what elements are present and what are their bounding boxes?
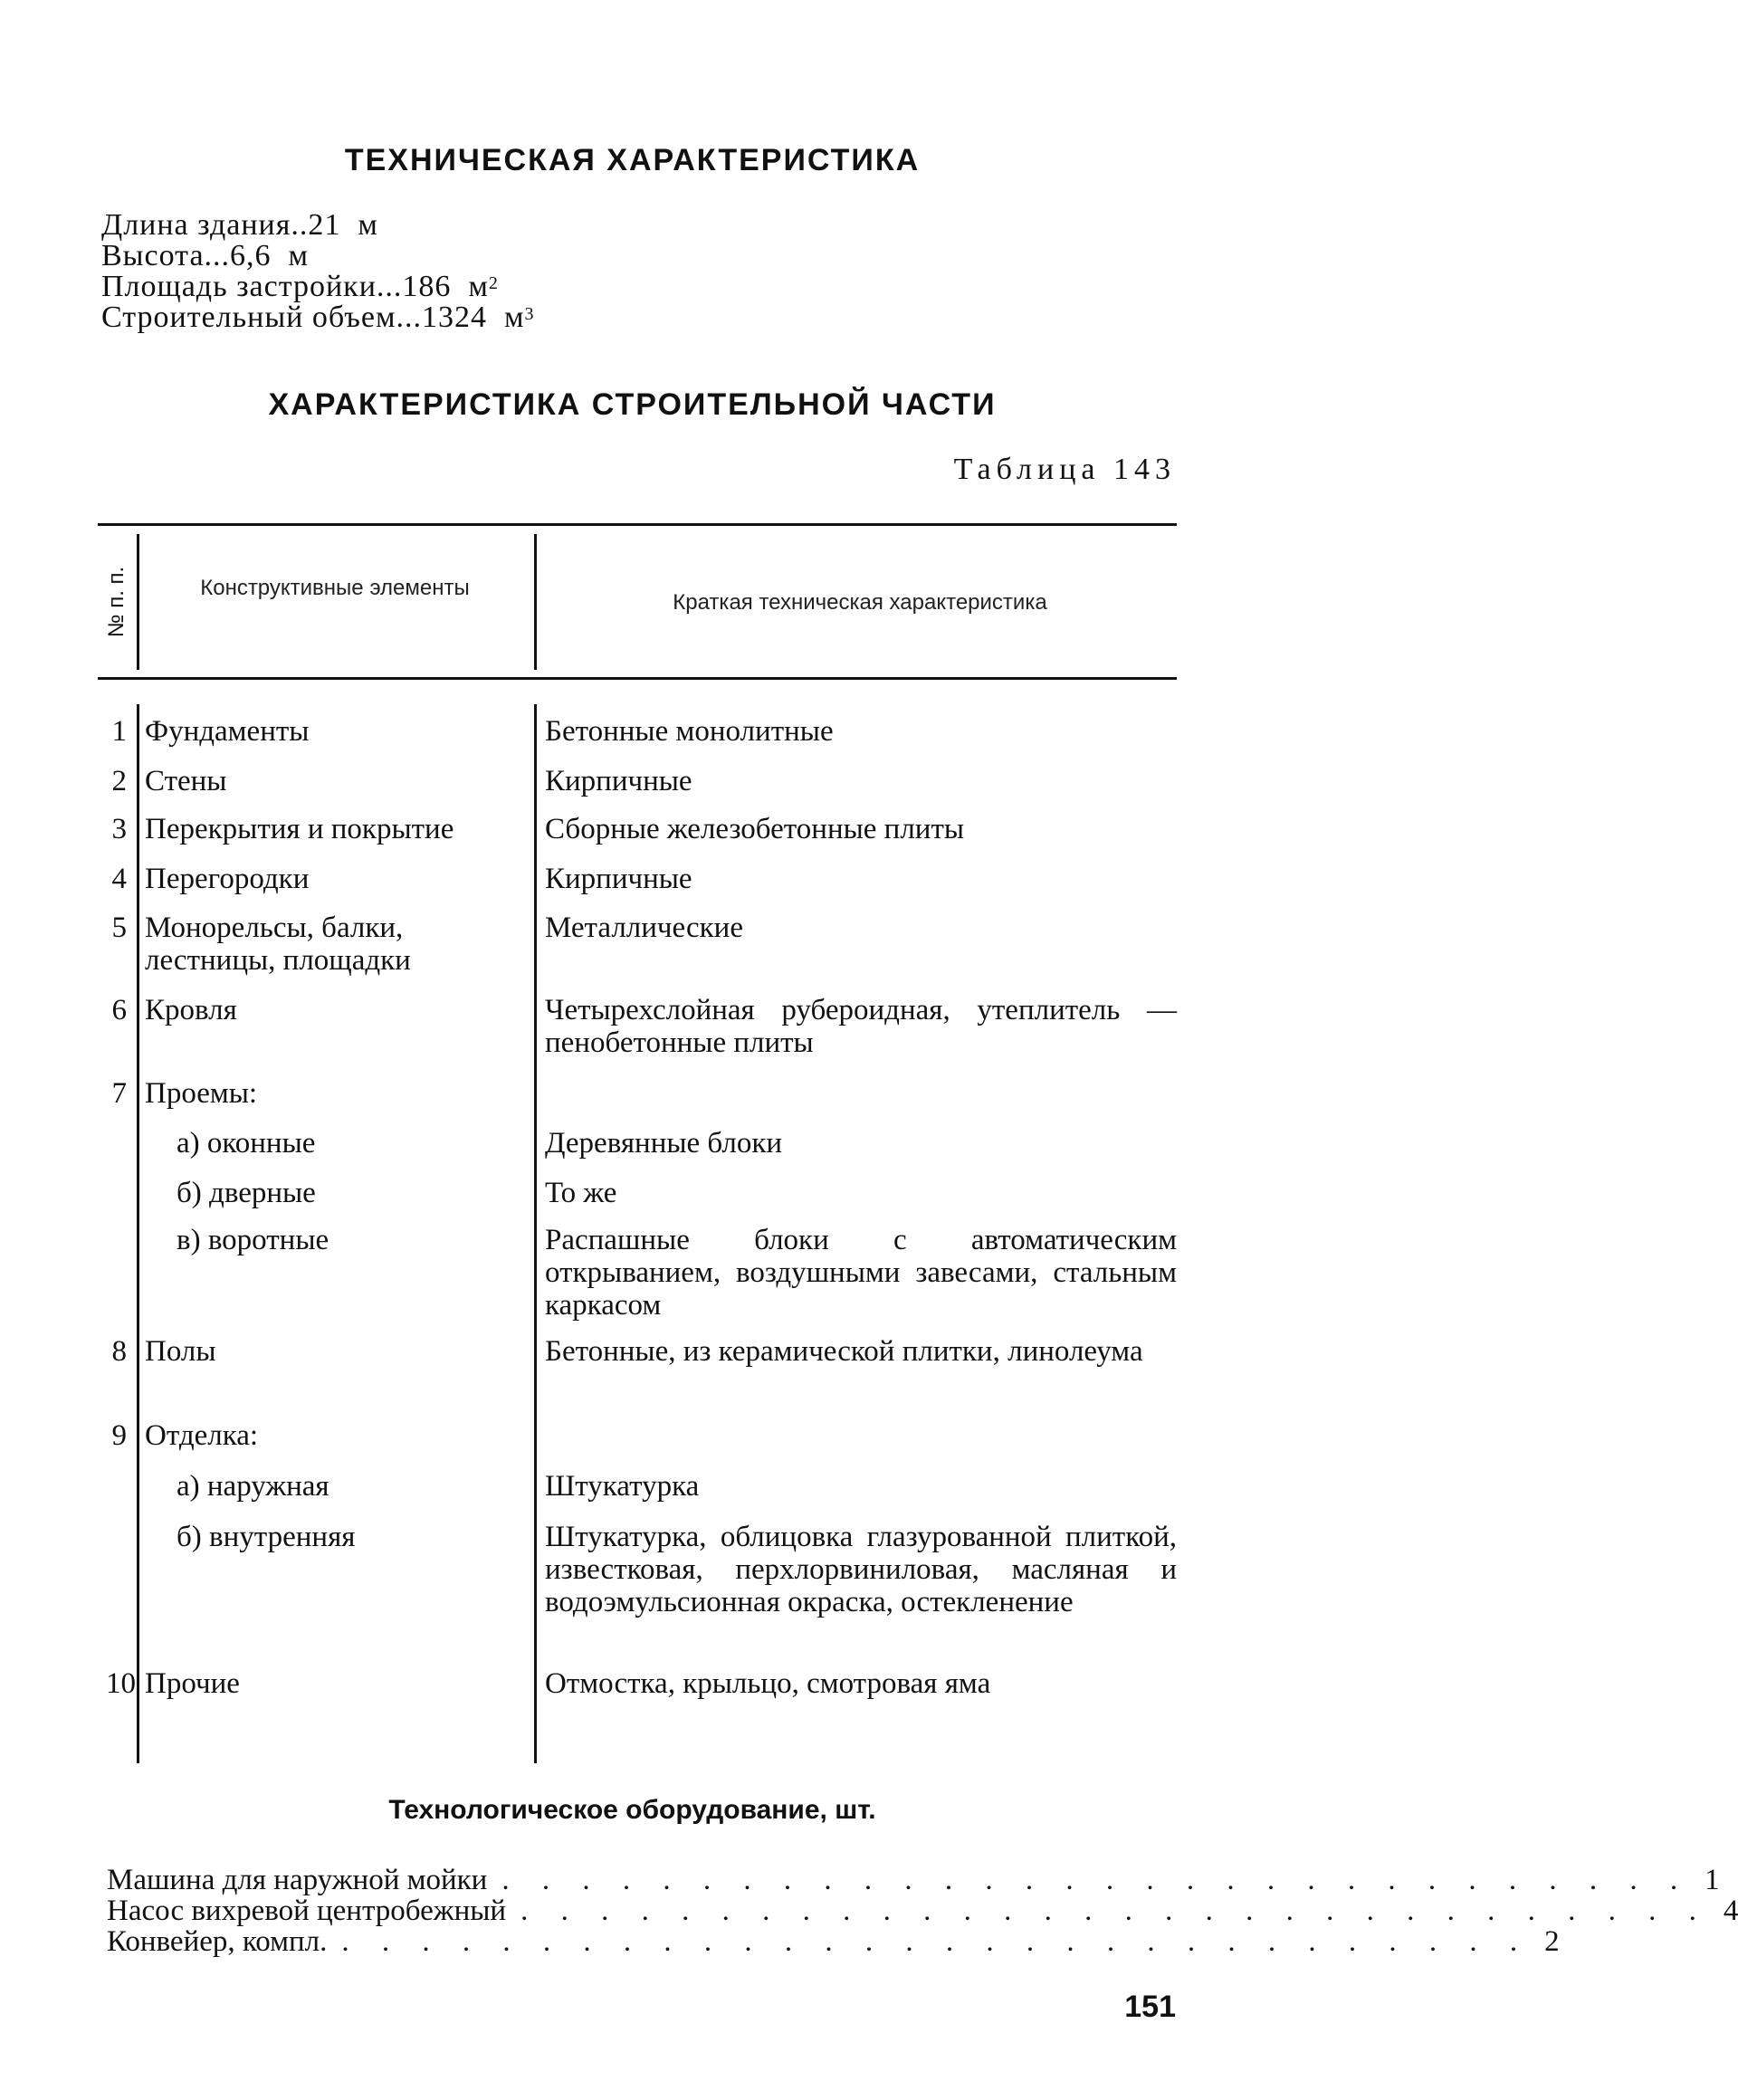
row-description: Распашные блоки с автоматическим открыванием, воздушными завесами, стальным каркасом: [545, 1224, 1177, 1322]
header-element: Конструктивные элементы: [200, 576, 470, 600]
dot-leader: . . . . . . . . . . . . . . . . . . . . . . . . . . . . . .: [341, 1925, 1531, 1958]
row-num: 4: [111, 863, 127, 895]
equipment-qty: 2: [1544, 1925, 1560, 1958]
equipment-name: Машина для наружной мойки: [107, 1864, 488, 1896]
row-element: Монорельсы, балки, лестницы, площадки: [145, 912, 411, 977]
row-element: Стены: [145, 765, 227, 797]
row-element: Полы: [145, 1335, 216, 1368]
spec-value: 186: [402, 270, 452, 303]
spec-volume: [101, 302, 535, 333]
spec-sep: ...: [396, 301, 422, 334]
row-description: Четырехслойная рубероидная, утеплитель — пенобетонные плиты: [545, 994, 1177, 1059]
spec-height: [101, 241, 535, 272]
row-num: 8: [111, 1335, 127, 1368]
equipment-qty: 4: [1723, 1895, 1738, 1927]
row-num: 2: [111, 765, 127, 797]
row-element: б) дверные: [177, 1177, 316, 1209]
spec-label: Площадь застройки: [101, 270, 377, 303]
spec-unit: м: [288, 239, 310, 272]
row-description: Отмостка, крыльцо, смотровая яма: [545, 1667, 991, 1700]
table-header-rule: [98, 677, 1177, 680]
spec-unit-power: 3: [524, 304, 535, 324]
spec-unit: м: [504, 301, 525, 334]
body-divider-2: [534, 704, 537, 1763]
row-description: Бетонные, из керамической плитки, линолеума: [545, 1335, 1143, 1368]
row-num: 3: [111, 813, 127, 845]
row-num: 1: [111, 715, 127, 748]
row-description: Деревянные блоки: [545, 1127, 783, 1160]
row-description: Кирпичные: [545, 863, 692, 895]
row-num: 5: [111, 912, 127, 944]
body-divider-1: [137, 704, 139, 1763]
spec-label: Длина здания: [101, 208, 291, 242]
table-label: Таблица 143: [953, 453, 1176, 486]
row-num: 10: [106, 1667, 136, 1700]
row-element: Проемы:: [145, 1077, 258, 1110]
equipment-name: Конвейер, компл.: [107, 1925, 328, 1958]
spec-label: Строительный объем: [101, 301, 396, 334]
construction-title: ХАРАКТЕРИСТИКА СТРОИТЕЛЬНОЙ ЧАСТИ: [268, 387, 997, 422]
row-description: Бетонные монолитные: [545, 715, 834, 748]
equipment-list: [107, 1864, 1738, 1958]
equipment-item: [107, 1925, 1560, 1958]
header-divider-1: [137, 534, 139, 670]
equipment-name: Насос вихревой центробежный: [107, 1895, 507, 1927]
technical-title: ТЕХНИЧЕСКАЯ ХАРАКТЕРИСТИКА: [344, 143, 921, 177]
equipment-qty: 1: [1705, 1864, 1720, 1896]
header-num: № п. п.: [104, 566, 129, 638]
page-number: 151: [1124, 1990, 1176, 2024]
spec-sep: ..: [291, 208, 309, 242]
header-divider-2: [534, 534, 537, 670]
row-element: Отделка:: [145, 1419, 259, 1452]
row-element: Перекрытия и покрытие: [145, 813, 454, 845]
row-element: в) воротные: [177, 1224, 329, 1256]
spec-unit-power: 2: [488, 273, 499, 293]
spec-sep: ...: [376, 270, 403, 303]
row-description: Металлические: [545, 912, 743, 944]
spec-unit: м: [358, 208, 378, 242]
equipment-title: Технологическое оборудование, шт.: [388, 1795, 876, 1825]
row-element: Перегородки: [145, 863, 310, 895]
row-num: 6: [111, 994, 127, 1026]
row-description: То же: [545, 1177, 617, 1209]
spec-area: [101, 272, 535, 302]
dot-leader: . . . . . . . . . . . . . . . . . . . . . . . . . . . . . .: [520, 1895, 1709, 1927]
spec-label: Высота: [101, 239, 205, 272]
row-element: б) внутренняя: [177, 1521, 356, 1553]
header-num-cell: [98, 534, 136, 670]
header-description: Краткая техническая характеристика: [673, 590, 1047, 615]
spec-sep: ...: [204, 239, 231, 272]
row-description: Штукатурка: [545, 1470, 700, 1503]
row-description: Штукатурка, облицовка глазурованной плиткой, известковая, перхлорвиниловая, масляная и водоэмульсионная окраска, остекленение: [545, 1521, 1177, 1618]
spec-length: [101, 210, 535, 241]
spec-unit: м: [468, 270, 489, 303]
spec-value: 1324: [422, 301, 487, 334]
row-num: 7: [111, 1077, 127, 1110]
row-element: Фундаменты: [145, 715, 310, 748]
row-element: Кровля: [145, 994, 237, 1026]
spec-value: 21: [308, 208, 341, 242]
row-element: а) оконные: [177, 1127, 316, 1160]
row-element: Прочие: [145, 1667, 240, 1700]
row-element: а) наружная: [177, 1470, 329, 1503]
row-description: Сборные железобетонные плиты: [545, 813, 965, 845]
equipment-item: [107, 1895, 1738, 1927]
row-num: 9: [111, 1419, 127, 1452]
dot-leader: . . . . . . . . . . . . . . . . . . . . . . . . . . . . . .: [501, 1864, 1691, 1896]
equipment-item: [107, 1864, 1720, 1896]
specs-block: [101, 210, 535, 333]
row-description: Кирпичные: [545, 765, 692, 797]
table-top-rule: [98, 523, 1177, 526]
spec-value: 6,6: [230, 239, 272, 272]
